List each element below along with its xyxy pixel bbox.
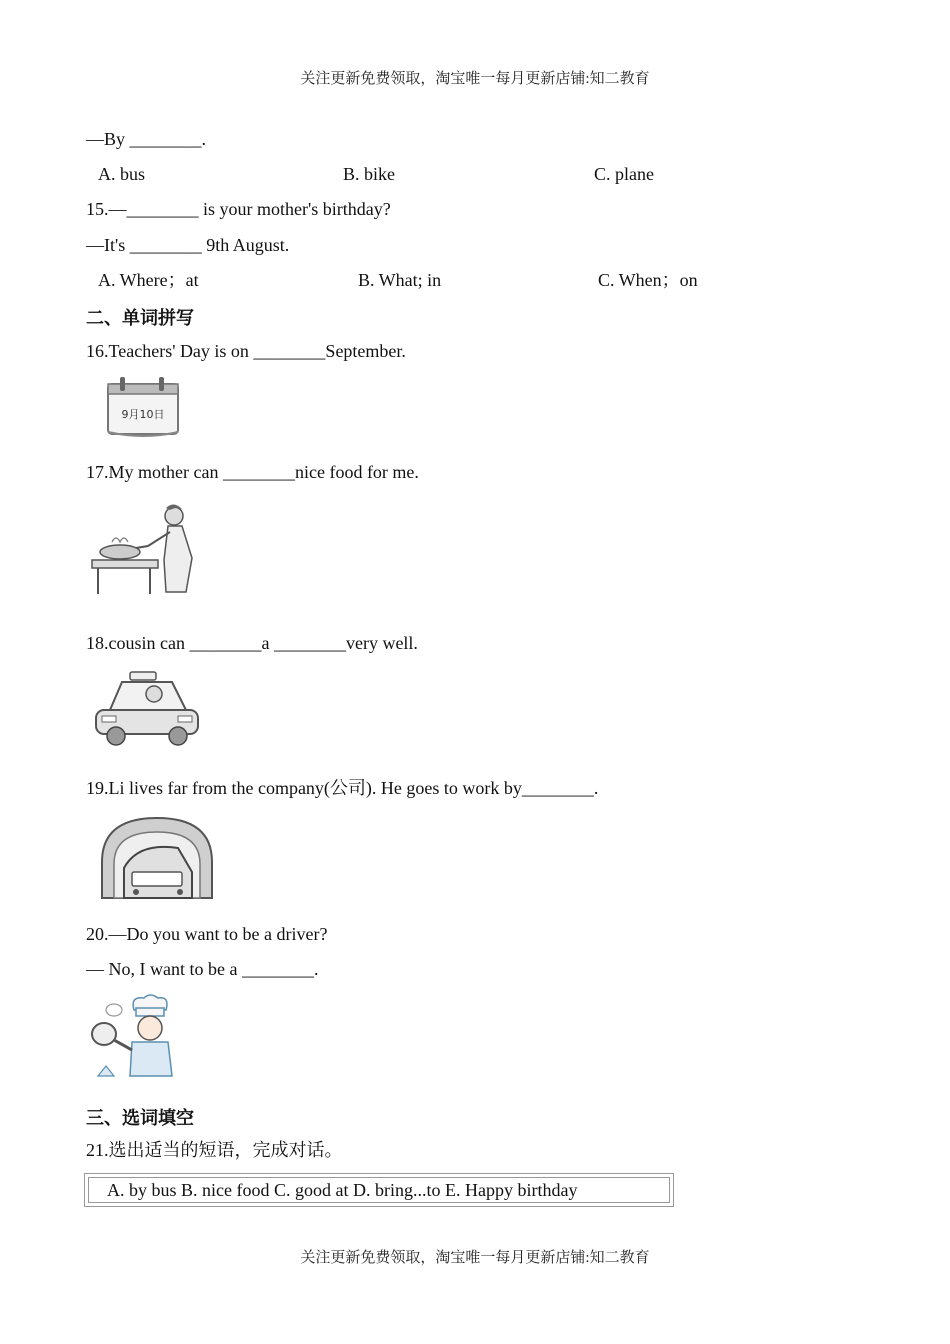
subway-train-image: [98, 812, 216, 900]
q15-option-b: B. What; in: [358, 270, 442, 290]
q20-answer-line: — No, I want to be a ________.: [86, 959, 319, 979]
q14-option-c: C. plane: [594, 164, 654, 184]
q14-option-b: B. bike: [343, 164, 395, 184]
section-2-title: 二、单词拼写: [86, 308, 194, 328]
q15-option-c: C. When；on: [598, 270, 698, 290]
page-footer: 关注更新免费领取，淘宝唯一每月更新店铺:知二教育: [300, 1250, 650, 1266]
calendar-date-label: 9月10日: [121, 408, 165, 421]
q21-options-box: [84, 1173, 674, 1207]
cooking-mother-image: [88, 500, 200, 596]
q17-text: 17.My mother can ________nice food for me.: [86, 462, 419, 482]
q19-text: 19.Li lives far from the company(公司). He goes to work by________.: [86, 778, 599, 798]
q15-option-a: A. Where；at: [98, 270, 199, 290]
q15-question: 15.—________ is your mother's birthday?: [86, 199, 391, 219]
chef-image: [86, 992, 178, 1082]
section-3-title: 三、选词填空: [86, 1108, 194, 1128]
taxi-driver-image: [92, 670, 202, 750]
q20-question: 20.—Do you want to be a driver?: [86, 924, 328, 944]
q16-text: 16.Teachers' Day is on ________September.: [86, 341, 406, 361]
q21-options-text: A. by bus B. nice food C. good at D. bring...to E. Happy birthday: [107, 1180, 578, 1200]
q14-answer-line: —By ________.: [86, 129, 207, 149]
page-header: 关注更新免费领取，淘宝唯一每月更新店铺:知二教育: [300, 71, 650, 87]
calendar-image: [104, 374, 184, 440]
q14-option-a: A. bus: [98, 164, 146, 184]
q21-instruction: 21.选出适当的短语，完成对话。: [86, 1140, 343, 1160]
q15-answer-line: —It's ________ 9th August.: [86, 235, 290, 255]
q18-text: 18.cousin can ________a ________very well.: [86, 633, 418, 653]
